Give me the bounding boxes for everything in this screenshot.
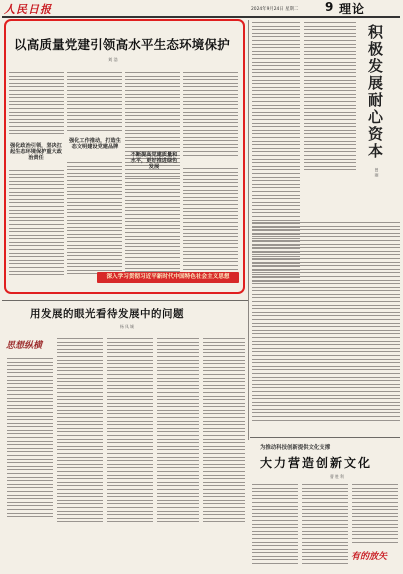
right-article-title: 积极发展耐心资本 [366, 24, 384, 160]
lead-column-4-upper [183, 72, 238, 158]
bottom-column-2 [57, 338, 103, 525]
lead-column-1-upper [9, 72, 64, 137]
lead-subhead-1: 强化政治引领，坚决扛起生态环境保护重大政治责任 [10, 143, 62, 162]
masthead-date: 2024年9月24日 星期二 [251, 7, 299, 12]
bottom-column-5 [203, 338, 245, 525]
lead-column-2-upper [67, 72, 122, 133]
lead-article-banner: 深入学习贯彻习近平新时代中国特色社会主义思想 [97, 272, 239, 283]
masthead-logo: 人民日报 [4, 3, 52, 16]
culture-column-1 [252, 484, 298, 567]
corner-logo: 有的放矢 [351, 552, 388, 562]
lead-column-1-lower [9, 170, 64, 278]
bottom-column-3 [107, 338, 153, 525]
bottom-column-4 [157, 338, 199, 525]
bottom-article-rule [2, 300, 248, 301]
masthead-page-number: 9 [325, 0, 334, 14]
column-logo-text: 思想纵横 [6, 341, 43, 351]
bottom-column-1 [7, 358, 53, 520]
right-article-author: 曾 刚 [375, 168, 380, 177]
culture-column-2 [302, 484, 348, 567]
masthead-section: 理论 [339, 2, 366, 16]
lead-column-3-lower [125, 178, 180, 279]
bottom-article-title: 用发展的眼光看待发展中的问题 [30, 308, 184, 320]
culture-article-kicker: 为推动科技创新提供文化支撑 [260, 445, 331, 451]
right-column-2 [304, 22, 356, 173]
culture-article-rule [250, 437, 400, 438]
column-logo [6, 336, 55, 356]
lead-subhead-2: 强化工作推动，打造生态文明建设党建品牌 [69, 138, 121, 151]
lead-column-2-lower [67, 162, 122, 277]
masthead-rule [2, 16, 400, 18]
right-article-body-lower-1 [252, 222, 400, 423]
column-divider [248, 20, 249, 440]
lead-article-author: 刘 浩 [108, 57, 118, 62]
culture-column-3 [352, 484, 398, 545]
lead-column-4-lower [183, 168, 238, 276]
culture-article-title: 大力营造创新文化 [260, 456, 373, 470]
lead-article-title: 以高质量党建引领高水平生态环境保护 [14, 37, 230, 52]
culture-article-author: 曹 胜 利 [330, 474, 344, 479]
lead-subhead-3: 不断提高党建质量和水平，更好推进绿色发展 [130, 152, 178, 171]
bottom-article-author: 杨 凤 城 [120, 324, 134, 329]
